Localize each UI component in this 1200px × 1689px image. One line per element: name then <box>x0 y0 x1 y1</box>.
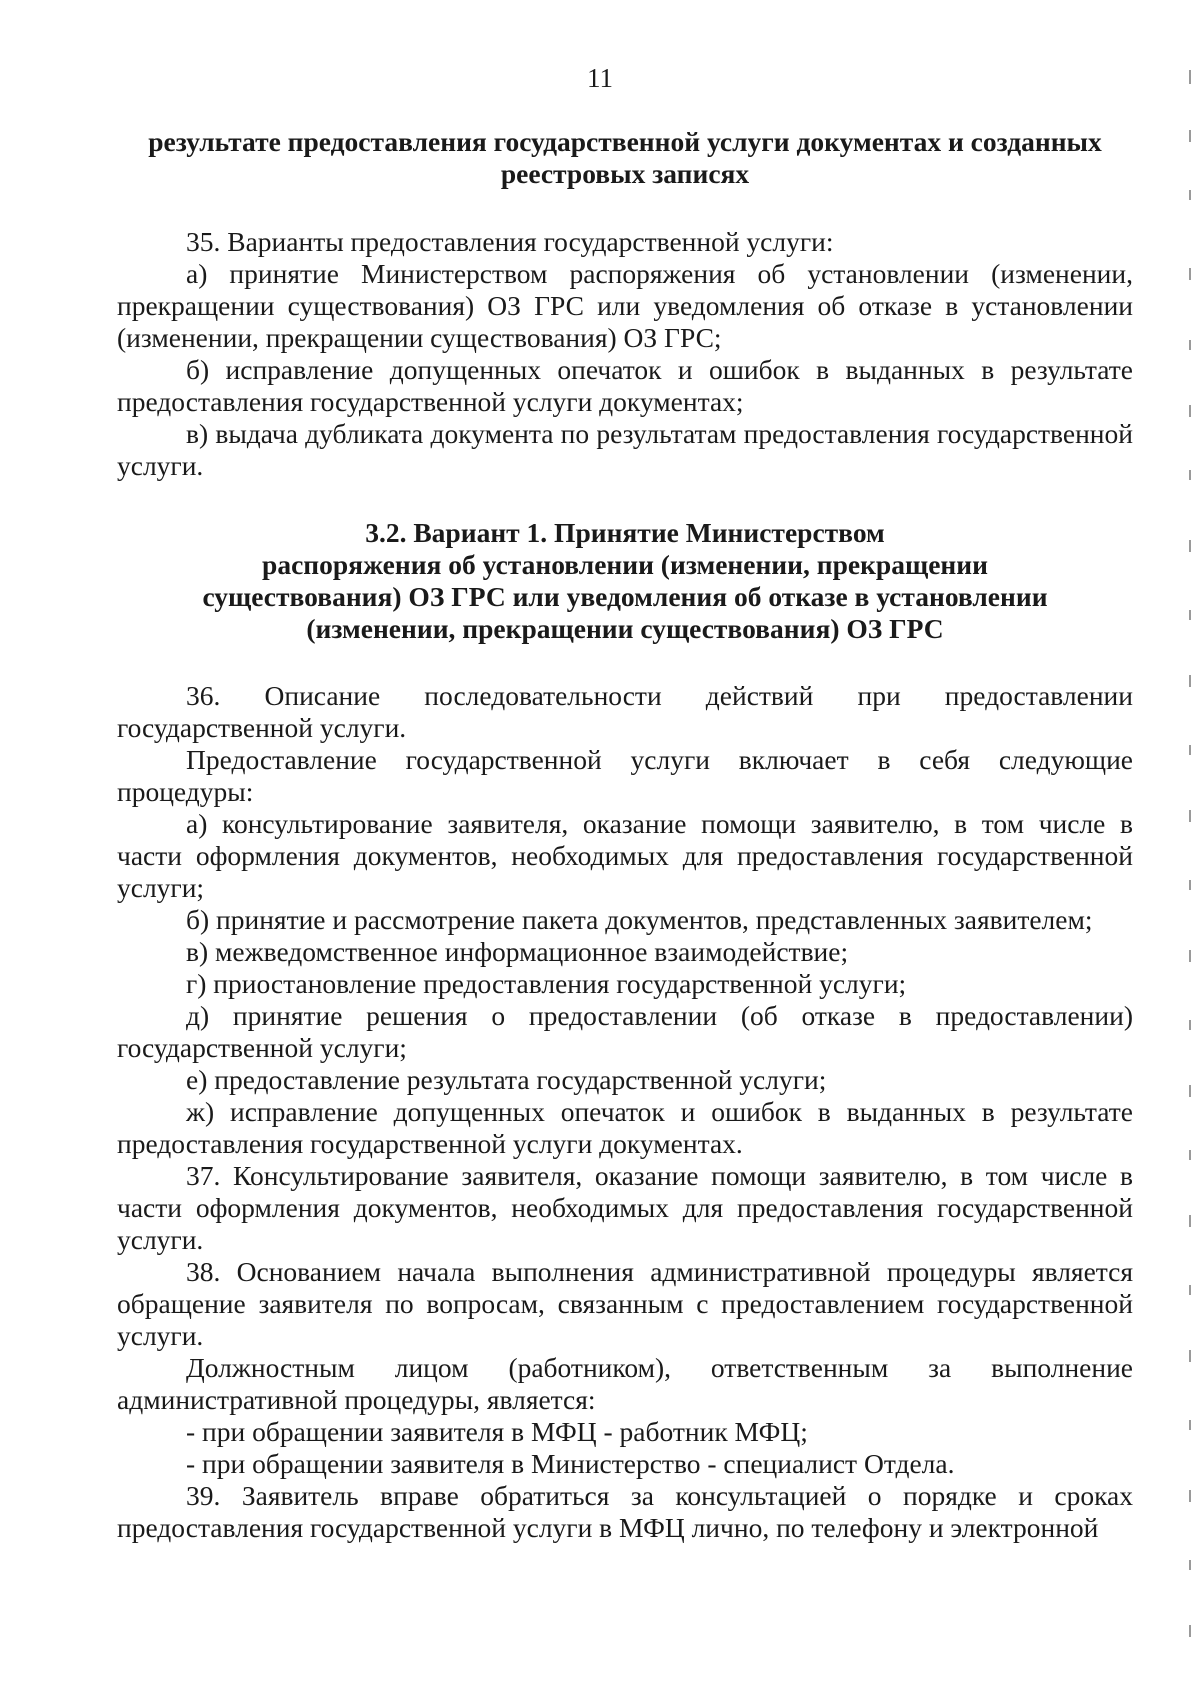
document-body <box>117 126 1133 1544</box>
scan-artifact <box>1189 1085 1191 1097</box>
heading-line: реестровых записях <box>500 158 750 189</box>
heading-line: (изменении, прекращении существования) ОЗ ГРС <box>306 613 944 644</box>
paragraph: 35. Варианты предоставления государственной услуги: <box>186 226 834 257</box>
scan-artifact <box>1189 1285 1191 1295</box>
scan-artifact <box>1189 1350 1191 1362</box>
scan-artifact <box>1189 1560 1191 1570</box>
paragraph: 38. Основанием начала выполнения административной процедуры является обращение заявителя по вопросам, связанным с предоставлением государственной услуги. <box>117 1256 1133 1351</box>
scan-artifact <box>1189 610 1191 620</box>
paragraph-group-variants <box>117 226 1133 482</box>
paragraph: в) выдача дубликата документа по результатам предоставления государственной услуги. <box>117 418 1133 481</box>
paragraph: ж) исправление допущенных опечаток и ошибок в выданных в результате предоставления государственной услуги документах. <box>117 1096 1133 1159</box>
section-heading-3-2 <box>117 517 1133 645</box>
heading-line: существования) ОЗ ГРС или уведомления об отказе в установлении <box>202 581 1048 612</box>
scan-artifact <box>1189 1215 1191 1227</box>
scan-artifact <box>1189 340 1191 350</box>
paragraph: Должностным лицом (работником), ответственным за выполнение административной процедуры, является: <box>117 1352 1133 1415</box>
scan-artifact <box>1189 268 1191 280</box>
paragraph: б) принятие и рассмотрение пакета документов, представленных заявителем; <box>186 904 1093 935</box>
scan-artifact <box>1189 405 1191 417</box>
scan-artifact <box>1189 1020 1191 1030</box>
scan-artifact <box>1189 1150 1191 1160</box>
paragraph: д) принятие решения о предоставлении (об отказе в предоставлении) государственной услуги; <box>117 1000 1133 1063</box>
scan-artifact <box>1189 190 1191 200</box>
scan-artifact <box>1189 810 1191 822</box>
scan-artifact <box>1189 130 1191 142</box>
paragraph: 39. Заявитель вправе обратиться за консультацией о порядке и сроках предоставления государственной услуги в МФЦ лично, по телефону и электронной <box>117 1480 1133 1543</box>
paragraph: - при обращении заявителя в Министерство - специалист Отдела. <box>186 1448 955 1479</box>
page-number: 11 <box>587 63 613 93</box>
scan-artifact <box>1189 1625 1191 1637</box>
scan-artifact <box>1189 675 1191 687</box>
section-heading-continued <box>117 126 1133 190</box>
heading-line: результате предоставления государственной услуги документах и созданных <box>148 126 1102 157</box>
paragraph: б) исправление допущенных опечаток и ошибок в выданных в результате предоставления государственной услуги документах; <box>117 354 1133 417</box>
paragraph: а) принятие Министерством распоряжения об установлении (изменении, прекращении существования) ОЗ ГРС или уведомления об отказе в установлении (изменении, прекращении существования) ОЗ ГРС; <box>117 258 1133 353</box>
paragraph: г) приостановление предоставления государственной услуги; <box>186 968 907 999</box>
scan-artifact <box>1189 540 1191 552</box>
scan-artifact <box>1189 745 1191 755</box>
scan-artifact <box>1189 880 1191 890</box>
scan-artifact <box>1189 950 1191 962</box>
scan-artifact <box>1189 1490 1191 1502</box>
heading-line: 3.2. Вариант 1. Принятие Министерством <box>365 517 885 548</box>
scan-artifact <box>1189 1420 1191 1430</box>
scan-artifact <box>1189 70 1191 84</box>
paragraph: 36. Описание последовательности действий при предоставлении государственной услуги. <box>117 680 1133 743</box>
paragraph: в) межведомственное информационное взаимодействие; <box>186 936 849 967</box>
paragraph-group-procedures <box>117 680 1133 1544</box>
paragraph: е) предоставление результата государственной услуги; <box>186 1064 827 1095</box>
paragraph: - при обращении заявителя в МФЦ - работник МФЦ; <box>186 1416 808 1447</box>
scan-artifact <box>1189 470 1191 480</box>
heading-line: распоряжения об установлении (изменении, прекращении <box>262 549 988 580</box>
paragraph: 37. Консультирование заявителя, оказание помощи заявителю, в том числе в части оформления документов, необходимых для предоставления государственной услуги. <box>117 1160 1133 1255</box>
paragraph: а) консультирование заявителя, оказание помощи заявителю, в том числе в части оформления документов, необходимых для предоставления государственной услуги; <box>117 808 1133 903</box>
paragraph: Предоставление государственной услуги включает в себя следующие процедуры: <box>117 744 1133 807</box>
